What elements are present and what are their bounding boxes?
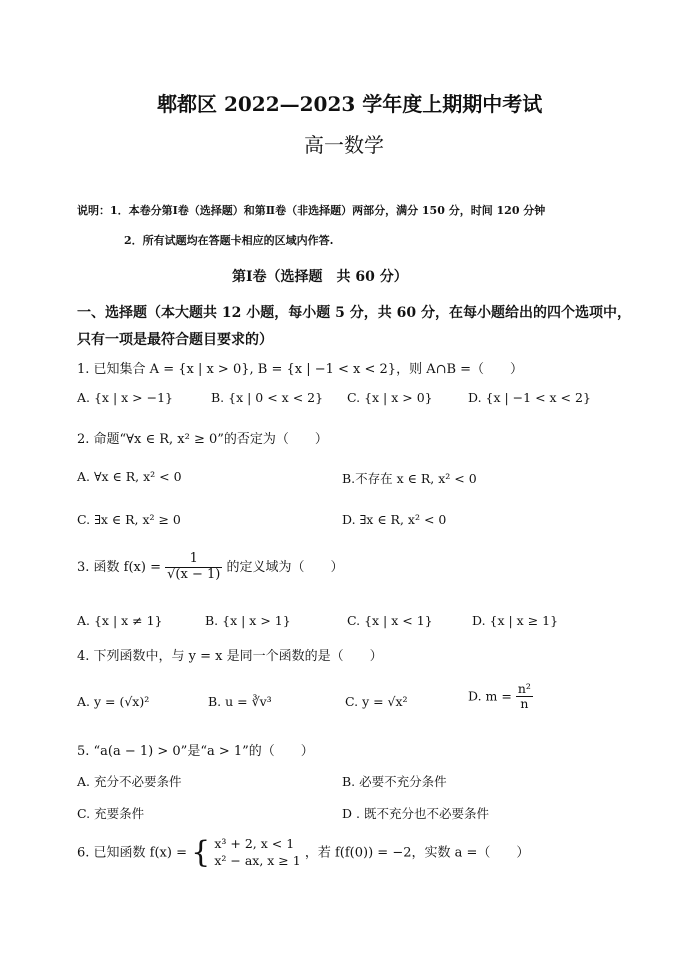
part-one-heading: 第Ⅰ卷（选择题 共 60 分） (232, 269, 408, 285)
question-5-option-d: D . 既不充分也不必要条件 (342, 806, 489, 821)
question-4-option-d-numerator: n² (517, 681, 531, 696)
question-2-option-c: C. ∃x ∈ R, x² ≥ 0 (77, 512, 181, 527)
question-4-option-d-prefix: D. m = (468, 688, 512, 704)
question-2-option-a: A. ∀x ∈ R, x² < 0 (77, 469, 182, 484)
question-4-option-a: A. y = (√x)² (77, 694, 150, 709)
question-4-stem: 4. 下列函数中，与 y = x 是同一个函数的是（ ） (77, 649, 383, 664)
question-2-stem: 2. 命题“∀x ∈ R, x² ≥ 0”的否定为（ ） (77, 432, 328, 447)
question-3-option-b: B. {x | x > 1} (205, 613, 291, 628)
question-1-option-d: D. {x | −1 < x < 2} (468, 390, 591, 405)
question-5-option-b: B. 必要不充分条件 (342, 774, 447, 789)
question-5-stem: 5. “a(a − 1) > 0”是“a > 1”的（ ） (77, 744, 314, 759)
question-5-option-a: A. 充分不必要条件 (77, 774, 182, 789)
piecewise-brace: { (191, 834, 211, 870)
question-6-stem (77, 836, 529, 870)
instruction-line-1: 说明：1．本卷分第Ⅰ卷（选择题）和第Ⅱ卷（非选择题）两部分，满分 150 分，时间 120 分钟 (77, 204, 546, 217)
exam-title: 郫都区 2022—2023 学年度上期期中考试 (157, 92, 543, 116)
question-2-option-b: B.不存在 x ∈ R, x² < 0 (342, 471, 477, 486)
question-3-numerator: 1 (189, 551, 198, 566)
question-4-option-c: C. y = √x² (345, 694, 408, 709)
piecewise-case-1: x³ + 2, x < 1 (214, 836, 295, 851)
question-3-stem (77, 552, 343, 583)
question-4-option-d (468, 682, 533, 712)
question-1-option-b: B. {x | 0 < x < 2} (211, 390, 324, 405)
question-4-option-d-denominator: n (516, 696, 533, 711)
section-one-heading: 一、选择题（本大题共 12 小题，每小题 5 分，共 60 分，在每小题给出的四个选项中， (77, 305, 631, 321)
question-3-option-d: D. {x | x ≥ 1} (472, 613, 559, 628)
section-one-heading-cont: 只有一项是最符合题目要求的） (77, 332, 273, 348)
piecewise-cases (214, 836, 300, 870)
question-2-option-d: D. ∃x ∈ R, x² < 0 (342, 512, 447, 527)
piecewise-case-2: x² − ax, x ≥ 1 (214, 852, 301, 868)
question-1-stem: 1. 已知集合 A = {x | x > 0}, B = {x | −1 < x < 2}，则 A∩B =（ ） (77, 362, 524, 377)
question-3-option-a: A. {x | x ≠ 1} (77, 613, 163, 628)
question-3-option-c: C. {x | x < 1} (347, 613, 433, 628)
question-4-option-d-fraction (516, 682, 533, 712)
question-5-option-c: C. 充要条件 (77, 806, 145, 821)
question-3-denominator: √(x − 1) (167, 566, 221, 582)
question-6-suffix: ，若 f(f(0)) = −2，实数 a =（ ） (304, 845, 530, 861)
question-6-prefix: 6. 已知函数 f(x) = (77, 845, 187, 861)
question-1-option-c: C. {x | x > 0} (347, 390, 433, 405)
exam-subject: 高一数学 (304, 133, 384, 157)
question-3-fraction (165, 552, 222, 583)
question-3-suffix: 的定义域为（ ） (226, 559, 344, 575)
question-3-prefix: 3. 函数 f(x) = (77, 559, 161, 575)
question-4-option-b: B. u = ∛v³ (208, 694, 272, 709)
question-1-option-a: A. {x | x > −1} (77, 390, 173, 405)
instruction-line-2: 2．所有试题均在答题卡相应的区域内作答. (124, 234, 334, 247)
